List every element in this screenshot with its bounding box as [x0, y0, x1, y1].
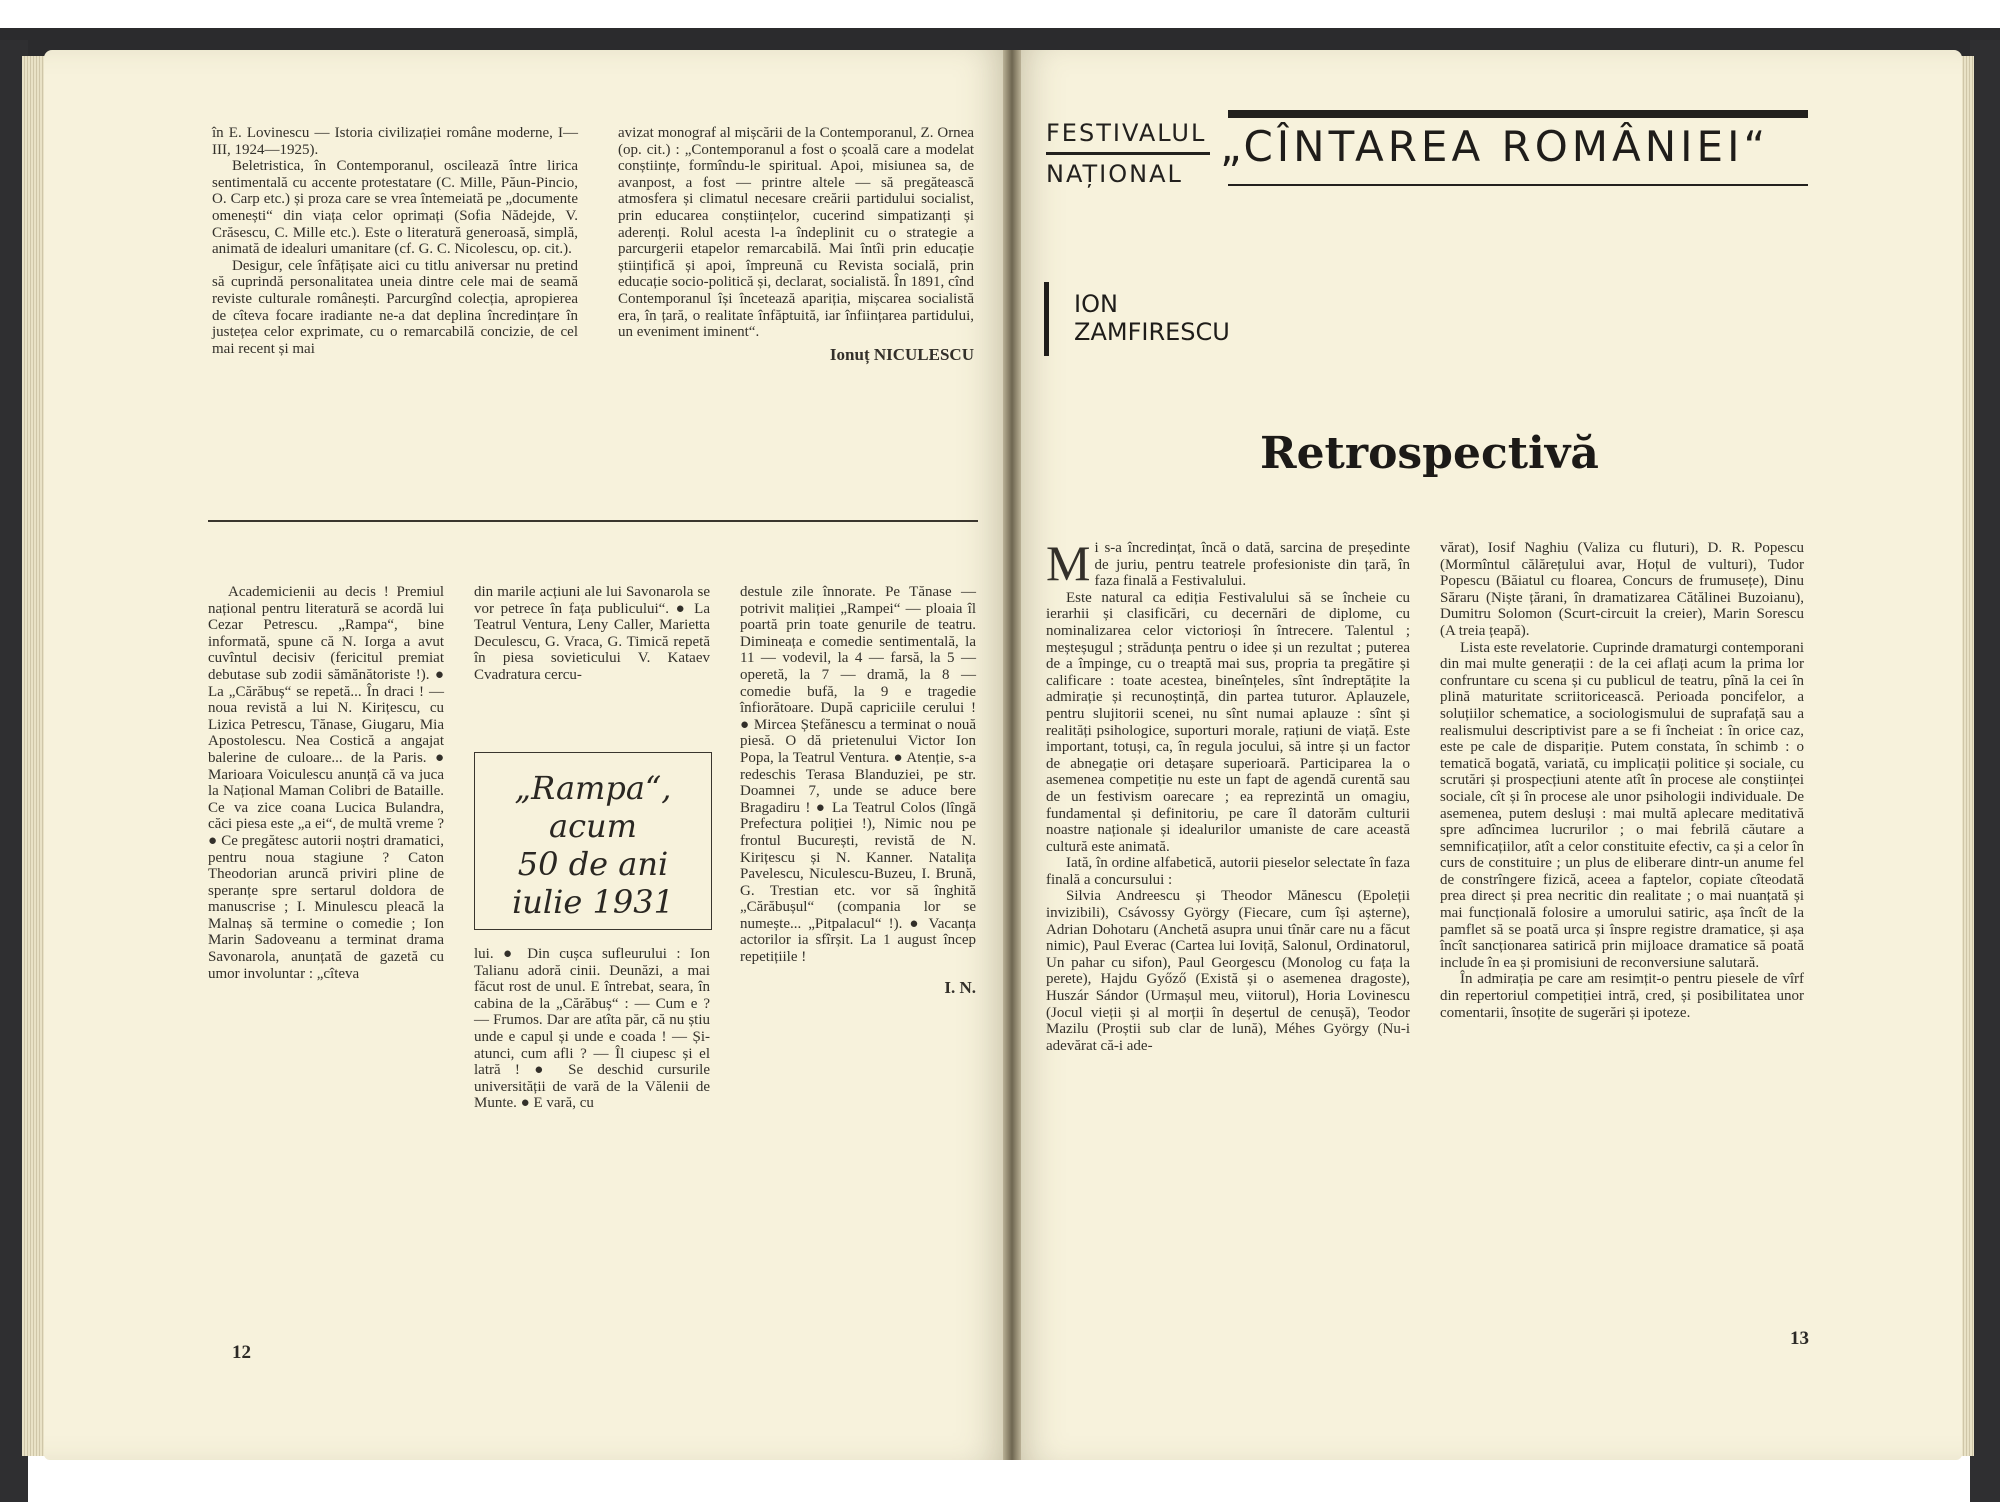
left-top-column-1 [212, 125, 578, 357]
festival-title: „CÎNTAREA ROMÂNIEI“ [1220, 122, 1770, 171]
festival-title-bar [1228, 110, 1808, 118]
festival-label-line-2: NAȚIONAL [1046, 160, 1183, 188]
paragraph: avizat monograf al mișcării de la Contemporanul, Z. Ornea (op. cit.) : „Contemporanul a fost o școală care a modelat conștiințe, formîndu-le spiritual. Apoi, misiunea sa, de avanpost, a fost — printre altele — să pregătească atmosfera și climatul necesare creării partidului socialist, prin educarea conștiințelor, cucerind simpatizanți și aderenți. Rolul acesta l-a îndeplinit cu o strategie a parcurgerii etapelor remarcabilă. Mai întîi prin educație științifică și apoi, împreună cu Revista socială, prin educație socio-politică și, declarat, socialistă. În 1891, cînd Contemporanul își încetează apariția, mișcarea socialistă era, în țară, o realitate înfăptuită, iar înființarea partidului, un eveniment iminent“. [618, 125, 974, 341]
festival-label [1046, 114, 1210, 193]
author-last-name: ZAMFIRESCU [1074, 318, 1230, 346]
paragraph: Academicienii au decis ! Premiul național pentru literatură se acordă lui Cezar Petrescu. „Rampa“, bine informată, spune că N. Iorga a avut cuvîntul decisiv (fericitul premiat debutase sub zodii sămănătoriste !). ● La „Cărăbuș“ se repetă... În draci ! — noua revistă a lui N. Kirițescu, cu Lizica Petrescu, Tănase, Giugaru, Mia Apostolescu. Nea Costică a angajat balerine de culoare... de la Paris. ● Marioara Voiculescu anunță că va juca la Național Maman Colibri de Bataille. Ce va zice coana Lucica Bulandra, căci piesa este „a ei“, de multă vreme ? ● Ce pregătesc autorii noștri dramatici, pentru noua stagiune ? Caton Theodorian aruncă priviri pline de speranțe spre sertarul doldora de manuscrise ; I. Minulescu pleacă la Malnaș să termine o comedie ; Ion Marin Sadoveanu a terminat drama Savonarola, anunțată de gazetă cu umor involuntar : „cîteva [208, 584, 444, 982]
book-gutter [1003, 50, 1021, 1460]
rampa-line-2: acum [549, 807, 637, 845]
paragraph: lui. ● Din cușca sufleurului : Ion Talianu adoră cinii. Deunăzi, a mai făcut rost de unul. E întrebat, seara, în cabina de la „Cărăbuș“ : — Cum e ? — Frumos. Dar are atîta păr, că nu știu unde e capul și unde e coada ! — Și-atunci, cum afli ? — Îl ciupesc și el latră ! ● Se deschid cursurile universității de vară de la Vălenii de Munte. ● E vară, cu [474, 946, 710, 1112]
festival-title-underline [1228, 184, 1808, 186]
paragraph: în E. Lovinescu — Istoria civilizației române moderne, I—III, 1924—1925). [212, 125, 578, 158]
left-bottom-column-3 [740, 584, 976, 996]
section-divider [208, 520, 978, 522]
rampa-line-1: „Rampa“, [514, 769, 672, 807]
paragraph: Beletristica, în Contemporanul, oscilează între lirica sentimentală cu accente protestatare (C. Mille, Păun-Pincio, O. Carp etc.) și proza care se vrea întemeiată pe „documente omenești“ din viața celor oprimați (Sofia Nădejde, V. Crăsescu, C. Mille etc.). Este o literatură generoasă, simplă, animată de idealuri umanitare (cf. G. C. Nicolescu, op. cit.). [212, 158, 578, 258]
paragraph: din marile acțiuni ale lui Savonarola se vor petrece în fața publicului“. ● La Teatrul Ventura, Leny Caller, Marietta Deculescu, G. Vraca, G. Timică repetă în piesa sovieticului V. Kataev Cvadratura cercu- [474, 584, 710, 683]
paragraph: Este natural ca ediția Festivalului să se încheie cu ierarhii și clasificări, cu decernări de diplome, cu nominalizarea celor victorioși în întrecere. Talentul ; meșteșugul ; strădunța pentru o idee și un rezultat ; puterea de a împinge, cu o treaptă mai sus, propria ta pregătire și calificare : toate acestea, bineînțeles, sînt îndreptățite la admirație și recunoștință, din partea tuturor. Aplauzele, pentru slujitorii scenei, nu sînt numai aplauze : sînt și realități psihologice, suporturi morale, rațiuni de viață. Este important, totuși, ca, în regula jocului, să intre și un factor de abnegație ori detașare superioară. Participarea la o asemenea competiție nu este un fapt de agendă curentă sau de un festivism oarecare ; ea reprezintă un omagiu, fundamental și definitoriu, pe care îl datorăm culturii noastre naționale și idealurilor umaniste de care această cultură este animată. [1046, 589, 1410, 855]
paragraph: Silvia Andreescu și Theodor Mănescu (Epoleții invizibili), Csávossy György (Fiecare, cum își așterne), Adrian Dohotaru (Anchetă asupra unui tînăr care nu a făcut nimic), Paul Everac (Cartea lui Ioviță, Salonul, Ordinatorul, Un pahar cu sifon), Paul Georgescu (Monolog cu fața la perete), Hajdu Győző (Există și o asemenea dragoste), Huszár Sándor (Urmașul meu, viitorul), Horia Lovinescu (Jocul vieții și al morții în deșertul de cenușă), Teodor Mazilu (Proștii sub clar de lună), Méhes György (Nu-i adevărat că-i ade- [1046, 888, 1410, 1054]
rampa-line-3: 50 de ani [517, 845, 669, 883]
left-bottom-column-2-top [474, 584, 710, 684]
paragraph [1046, 535, 1410, 591]
first-paragraph-text: i s-a încredințat, încă o dată, sarcina de președinte de juriu, pentru teatrele profesioniste din țară, în faza finală a Festivalului. [1094, 540, 1410, 590]
article-headline: Retrospectivă [1260, 428, 1599, 479]
paragraph: Desigur, cele înfățișate aici cu titlu aniversar nu pretind să cuprindă personalitatea uneia dintre cele mai de seamă reviste culturale românești. Parcurgînd colecția, apropierea de cîteva focare iradiante ne-a dat deplina încredințare în justețea celor exprimate, cu o remarcabilă concizie, de cel mai recent și mai [212, 257, 578, 357]
signature-in: I. N. [944, 977, 976, 997]
left-top-column-2 [618, 125, 974, 363]
signature-niculescu: Ionuț NICULESCU [829, 344, 974, 364]
right-column-1 [1046, 535, 1410, 1054]
paragraph: În admirația pe care am resimțit-o pentru piesele de vîrf din repertoriul competiției intră, cred, și posibilitatea unor comentarii, însoțite de sugerări și ipoteze. [1440, 971, 1804, 1021]
rampa-box [474, 752, 712, 930]
page-number-right: 13 [1790, 1328, 1809, 1349]
rampa-line-4: iulie 1931 [512, 883, 674, 921]
paragraph: Lista este revelatorie. Cuprinde dramaturgi contemporani din mai multe generații : de la cei aflați acum la prima lor confruntare cu scena și cu publicul de teatru, pînă la cei în plină maturitate scriitoricească. Perioada poncifelor, a soluțiilor schematice, a sociologismului de suprafață sau a realismului descriptivist pare a se fi încheiat : în orice caz, este pe cale de dispariție. Putem constata, în schimb : o tematică bogată, variată, cu implicații politice și sociale, cu scrutări și prospecțiuni atente atît în procese ale conștiinței sociale, cît și în procese ale unor psihologii individuale. De asemenea, putem desluși : mai multă aplecare meditativă spre adîncimea lucrurilor ; o mai febrilă căutare a semnificațiilor, atît a celor constituite efectiv, ca și a celor în curs de constituire ; un plus de eliberare dintr-un anume fel de constrîngere fizică, aceea a faptelor, copiate cîteodată prea direct și prea necritic din realitate ; o mai nuanțată și mai funcțională folosire a umorului satiric, așa încît de la pamflet să se poată urca și înspre registre dramatice, și așa încît sancționarea satirică prin mijloace dramatice să poată include în ea și promisiuni de reconversiune salutară. [1440, 639, 1804, 971]
book-cover-right [1970, 40, 2000, 1502]
left-bottom-column-1 [208, 584, 444, 982]
author-name [1074, 290, 1230, 346]
paragraph: vărat), Iosif Naghiu (Valiza cu fluturi), D. R. Popescu (Mormîntul călărețului avar, Hoțul de vulturi), Tudor Popescu (Băiatul cu floarea, Concurs de frumusețe), Dinu Săraru (Niște țărani, în dramatizarea Cătălinei Buzoianu), Dumitru Solomon (Scurt-circuit la creier), Marin Sorescu (A treia țeapă). [1440, 540, 1804, 639]
author-first-name: ION [1074, 290, 1118, 318]
right-column-2 [1440, 540, 1804, 1021]
page-number-left: 12 [232, 1342, 251, 1363]
festival-label-line-1: FESTIVALUL [1046, 114, 1210, 155]
drop-cap: M [1046, 535, 1091, 591]
left-bottom-column-2-bottom [474, 946, 710, 1112]
paragraph: Iată, în ordine alfabetică, autorii pieselor selectate în faza finală a concursului : [1046, 855, 1410, 888]
author-bar [1044, 282, 1049, 356]
paragraph: destule zile înnorate. Pe Tănase — potrivit maliției „Rampei“ — ploaia îl poartă prin toate genurile de teatru. Dimineața e comedie sentimentală, la 11 — vodevil, la 4 — farsă, la 5 — operetă, la 7 — dramă, la 8 — comedie bufă, la 9 e tragedie înfiorătoare. După capriciile cerului ! ● Mircea Ștefănescu a terminat o nouă piesă. O dă prietenului Victor Ion Popa, la Teatrul Ventura. ● Atenție, s-a redeschis Terasa Blanduziei, pe str. Doamnei 7, unde se aduce bere Bragadiru ! ● La Teatrul Colos (lîngă Prefectura poliției !), Nimic nou pe frontul București, revistă de N. Kirițescu și N. Kanner. Natalița Pavelescu, Niculescu-Buzeu, I. Brună, G. Trestian etc. vor să înghită „Cărăbușul“ (compania lor se numește... „Pitpalacul“ !). ● Vacanța actorilor ia sfîrșit. La 1 august încep repetițiile ! [740, 584, 976, 966]
